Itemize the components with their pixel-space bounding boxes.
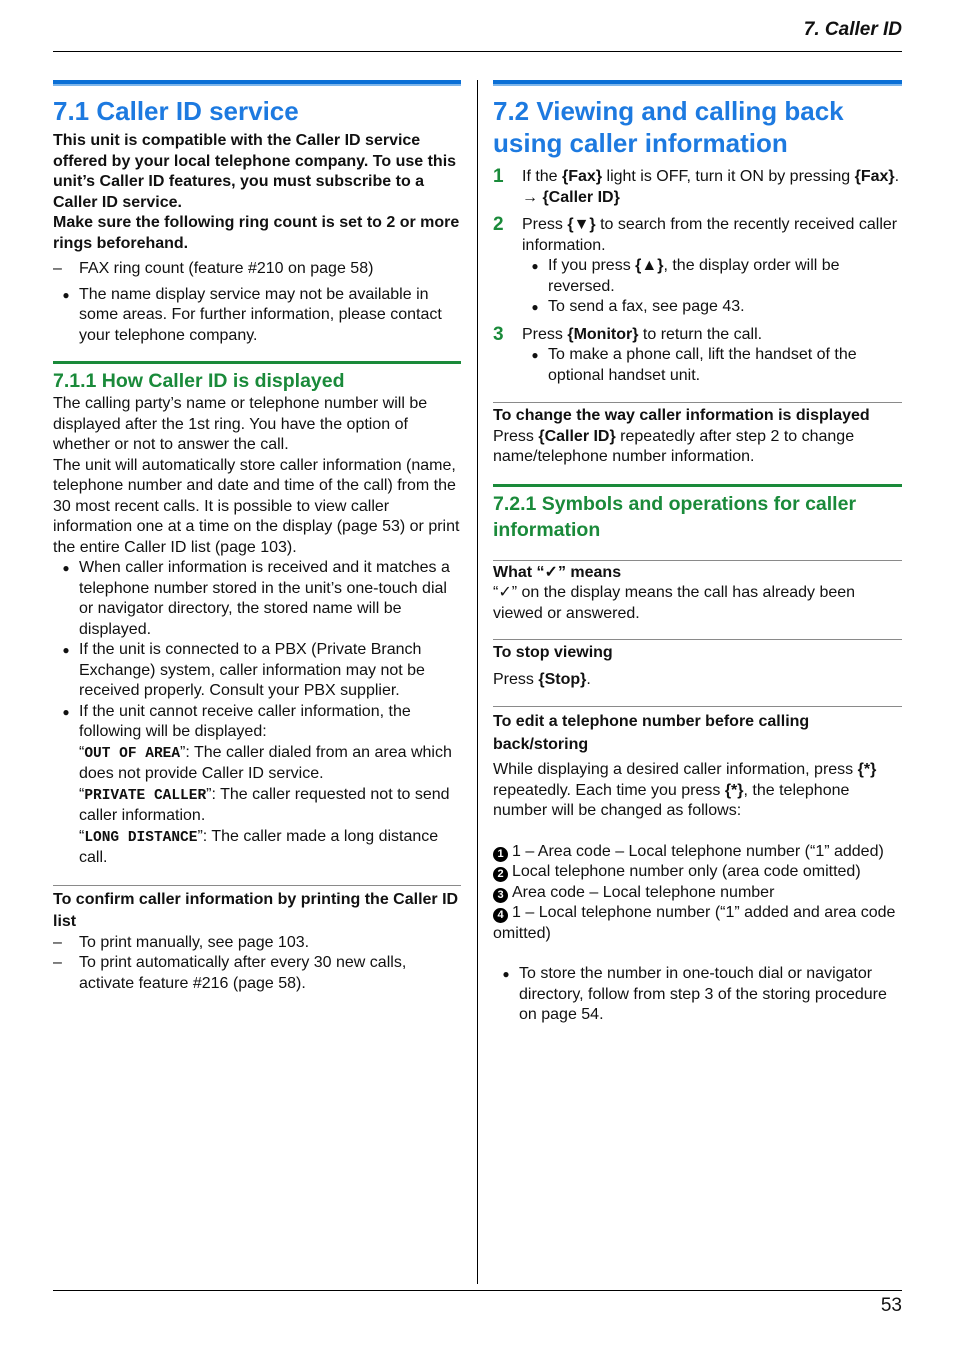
number-format-list [493, 842, 902, 945]
change-text [493, 427, 902, 468]
format-option [493, 842, 902, 863]
number-3-icon: 3 [493, 888, 508, 903]
number-1-icon: 1 [493, 847, 508, 862]
sub-bullet-text: To send a fax, see page 43. [548, 298, 745, 315]
format-text: 1 – Area code – Local telephone number (“1” added) [512, 842, 884, 860]
down-key: {▼} [567, 216, 596, 233]
section-bar [493, 80, 902, 86]
what-text: “✓” on the display means the call has already been viewed or answered. [493, 584, 856, 622]
sub-bullet [522, 297, 902, 318]
column-divider [477, 80, 478, 1284]
paragraph: The calling party’s name or telephone number will be displayed after the 1st ring. You have the option of whether or not to answer the call. [53, 395, 428, 453]
display-message: “OUT OF AREA”: The caller dialed from an area which does not provide Caller ID service. [79, 743, 452, 782]
bullet-text: If the unit cannot receive caller information, the following will be displayed: [79, 702, 411, 740]
format-text: Local telephone number only (area code omitted) [512, 863, 861, 880]
dash-marker: – [53, 933, 62, 951]
paragraph: The unit will automatically store caller information (name, telephone number and date and time of the call) from the 30 most recent calls. It is possible to view caller information one at a time on the display (page 53) or print the entire Caller ID list (page 103). [53, 456, 460, 556]
divider [493, 639, 902, 640]
bullet-body [79, 702, 461, 869]
star-key: {*} [724, 781, 744, 799]
what-heading: What “✓” means [493, 563, 622, 581]
stop-heading: To stop viewing [493, 644, 613, 661]
stop-key: {Stop} [538, 670, 587, 688]
step-number: 1 [493, 166, 504, 187]
subsection-bar [493, 484, 902, 487]
divider [53, 885, 461, 886]
bullet-icon: ● [62, 561, 70, 575]
display-message-text: : The caller dialed from an area which does not provide Caller ID service. [79, 743, 452, 782]
bullet-text: To store the number in one-touch dial or navigator directory, follow from step 3 of the storing procedure on page 54. [519, 965, 887, 1023]
bullet-text: The name display service may not be available in some areas. For further information, please contact your telephone company. [79, 285, 442, 344]
change-heading: To change the way caller information is displayed [493, 407, 870, 424]
display-code: OUT OF AREA [84, 745, 181, 762]
text: to return the call. [638, 325, 763, 343]
text: , the display order will be reversed. [548, 257, 840, 295]
number-4-icon: 4 [493, 908, 508, 923]
left-column [53, 80, 461, 994]
star-key: {*} [857, 761, 877, 778]
edit-text [493, 760, 902, 822]
display-code: LONG DISTANCE [84, 829, 198, 846]
dash-text: FAX ring count (feature #210 on page 58) [79, 260, 374, 277]
bullet-item [53, 640, 461, 702]
number-2-icon: 2 [493, 867, 508, 882]
bullet-icon: ● [531, 348, 539, 362]
caller-id-key: {Caller ID} [542, 188, 620, 206]
subsection-title: 7.1.1 How Caller ID is displayed [53, 370, 345, 392]
bullet-item [493, 964, 902, 1026]
bullet-icon: ● [62, 704, 70, 719]
format-option [493, 883, 902, 904]
text: , the telephone number will be changed as follows: [493, 781, 850, 819]
section-title: 7.2 Viewing and calling back using caller information [493, 96, 844, 158]
subsection-bar [53, 361, 461, 364]
text: While displaying a desired caller information, press [493, 761, 858, 778]
dash-item [53, 259, 461, 280]
dash-marker: – [53, 954, 62, 971]
fax-key: {Fax} [854, 168, 895, 185]
dash-item [53, 933, 461, 954]
dash-marker: – [53, 260, 62, 277]
step-2 [493, 215, 902, 256]
text: If you press [548, 257, 636, 274]
text: to search from the recently received caller information. [522, 216, 898, 254]
page-number: 53 [880, 1295, 902, 1316]
text: Press [493, 427, 539, 445]
subsection-title: 7.2.1 Symbols and operations for caller information [493, 492, 857, 541]
step-text [522, 215, 902, 256]
bullet-icon: ● [531, 259, 539, 273]
text: Press [522, 216, 568, 233]
step-number: 2 [493, 214, 504, 235]
bullet-icon: ● [62, 643, 70, 657]
divider [493, 560, 902, 561]
section-title: 7.1 Caller ID service [53, 96, 299, 126]
bullet-item [53, 285, 461, 347]
bullet-icon: ● [502, 967, 510, 981]
divider [493, 402, 902, 403]
section-bar [53, 80, 461, 86]
header-rule [53, 51, 902, 52]
step-1 [493, 167, 902, 208]
divider [493, 706, 902, 707]
text: If the [522, 168, 563, 185]
edit-heading: To edit a telephone number before calling back/storing [493, 713, 810, 753]
text: repeatedly after step 2 to change name/telephone number information. [493, 427, 855, 465]
bullet-item [53, 702, 461, 869]
step-text [522, 167, 902, 208]
format-option [493, 862, 902, 883]
dash-text: To print manually, see page 103. [79, 933, 310, 951]
step-3 [493, 325, 902, 346]
intro-paragraph: This unit is compatible with the Caller ID service offered by your local telephone company. To use this unit’s Caller ID features, you must subscribe to a Caller ID service. [53, 132, 457, 211]
sub-bullet-text [548, 256, 902, 297]
chapter-header: 7. Caller ID [803, 19, 902, 40]
step-number: 3 [493, 323, 504, 345]
ring-count-note: Make sure the following ring count is set to 2 or more rings beforehand. [53, 214, 460, 252]
display-message-text: : The caller made a long distance call. [79, 827, 439, 866]
format-text: Area code – Local telephone number [512, 883, 775, 901]
arrow-icon: . → [522, 168, 900, 206]
bullet-item [53, 558, 461, 640]
bullet-text: When caller information is received and it matches a telephone number stored in the unit’s one-touch dial or navigator directory, the stored name will be displayed. [79, 559, 450, 638]
text: repeatedly. Each time you press [493, 781, 725, 799]
display-code: PRIVATE CALLER [84, 787, 207, 804]
step-text [522, 325, 902, 346]
sub-bullet-text: To make a phone call, lift the handset of the optional handset unit. [548, 346, 857, 384]
text: Press [493, 670, 539, 688]
sub-bullet [522, 345, 902, 386]
up-key: {▲} [635, 257, 664, 274]
dash-item [53, 953, 461, 994]
caller-id-key: {Caller ID} [538, 427, 616, 445]
text: light is OFF, turn it ON by pressing [602, 168, 855, 185]
stop-text [493, 670, 902, 691]
bullet-text: If the unit is connected to a PBX (Private Branch Exchange) system, caller information may not be received properly. Consult your PBX supplier. [79, 641, 425, 699]
bullet-icon: ● [62, 287, 70, 302]
print-heading: To confirm caller information by printing the Caller ID list [53, 890, 459, 930]
right-column [493, 80, 902, 1026]
bullet-icon: ● [531, 300, 539, 314]
display-message-text: : The caller requested not to send caller information. [79, 785, 450, 824]
display-message: “PRIVATE CALLER”: The caller requested not to send caller information. [79, 785, 450, 824]
format-text: 1 – Local telephone number (“1” added and area code omitted) [493, 904, 896, 942]
text: Press [522, 325, 568, 343]
format-option [493, 903, 902, 944]
footer-rule [53, 1290, 902, 1291]
fax-key: {Fax} [562, 168, 603, 185]
text: . [586, 670, 591, 688]
display-message: “LONG DISTANCE”: The caller made a long distance call. [79, 827, 439, 866]
dash-text: To print automatically after every 30 new calls, activate feature #216 (page 58). [79, 954, 407, 992]
monitor-key: {Monitor} [567, 325, 639, 343]
sub-bullet [522, 256, 902, 297]
